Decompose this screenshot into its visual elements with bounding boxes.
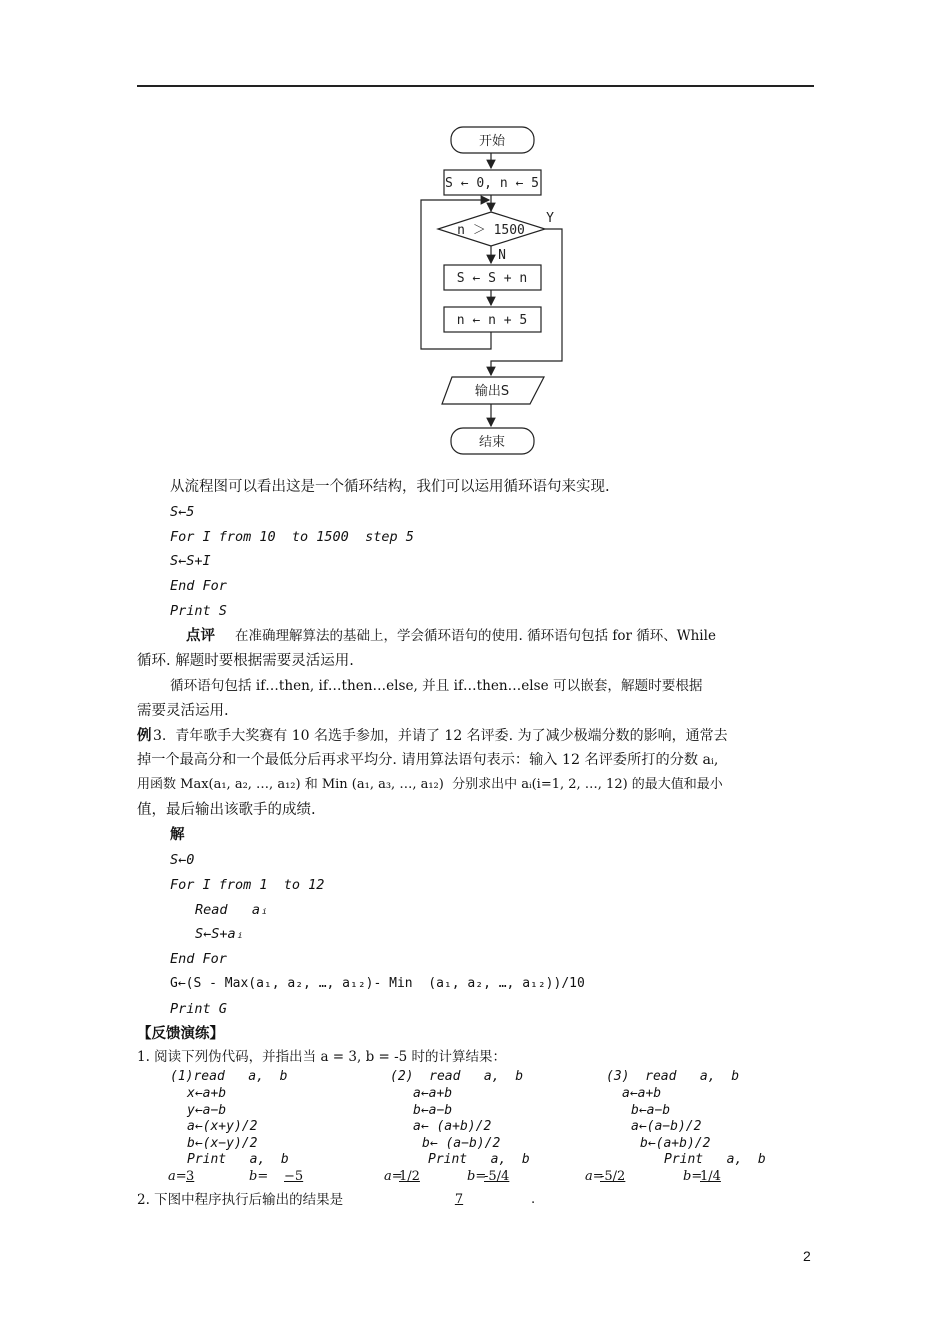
code2-line: S←S+aᵢ: [195, 926, 244, 942]
flow-yes-label: Y: [546, 211, 554, 226]
question-2: 2. 下图中程序执行后输出的结果是: [137, 1192, 344, 1208]
col2-a-answer: 1/2: [399, 1169, 420, 1184]
col3-line: a←a+b: [622, 1086, 662, 1101]
code2-line: End For: [170, 951, 227, 967]
col1-a-label: a=: [168, 1169, 187, 1184]
col1-line: b←(x−y)/2: [187, 1136, 258, 1151]
col3-b-label: b=: [683, 1169, 703, 1184]
col3-line: b←(a+b)/2: [640, 1136, 711, 1151]
col3-line: a←(a−b)/2: [631, 1119, 702, 1134]
col1-line: (1)read a, b: [170, 1069, 288, 1084]
col2-line: (2) read a, b: [390, 1069, 524, 1084]
intro-text: 从流程图可以看出这是一个循环结构，我们可以运用循环语句来实现.: [170, 479, 610, 495]
solution-label: 解: [170, 826, 185, 843]
code1-line: For I from 10 to 1500 step 5: [170, 529, 414, 545]
example-text: 用函数 Max(a₁, a₂, …, a₁₂) 和 Min (a₁, a₃, …, a₁₂) 分别求出中 aᵢ(i=1, 2, …, 12) 的最大值和最小: [137, 777, 723, 792]
col3-line: Print a, b: [664, 1152, 766, 1167]
flowchart: [400, 118, 580, 463]
code2-line: For I from 1 to 12: [170, 877, 325, 893]
comment-label: 点评: [186, 627, 215, 644]
col3-a-answer: -5/2: [600, 1169, 626, 1184]
flow-start-label: 开始: [478, 134, 506, 149]
example-label: 例: [137, 727, 152, 744]
comment-text: 需要灵活运用.: [137, 703, 229, 719]
example-text: 值，最后输出该歌手的成绩.: [137, 802, 316, 818]
flow-no-label: N: [498, 248, 506, 263]
example-text: 掉一个最高分和一个最低分后再求平均分. 请用算法语句表示：输入 12 名评委所打的分数 aᵢ,: [137, 752, 719, 768]
flow-condition-label: n ＞ 1500: [457, 223, 525, 238]
col1-b-answer: −5: [284, 1169, 304, 1184]
flow-step1-label: S ← S + n: [456, 271, 528, 286]
col3-a-label: a=: [585, 1169, 604, 1184]
comment-text: 循环语句包括 if…then, if…then…else, 并且 if…then…else 可以嵌套，解题时要根据: [170, 678, 703, 694]
code2-line: S←0: [170, 852, 195, 868]
col3-line: b←a−b: [631, 1103, 671, 1118]
col3-line: (3) read a, b: [606, 1069, 740, 1084]
code1-line: End For: [170, 578, 227, 594]
col1-line: x←a+b: [187, 1086, 227, 1101]
question-2-answer: 7: [454, 1192, 464, 1207]
flow-output-label: 输出S: [474, 384, 510, 399]
comment-text: 循环. 解题时要根据需要灵活运用.: [137, 653, 354, 669]
feedback-title: 【反馈演练】: [137, 1025, 224, 1042]
code2-line: Read aᵢ: [195, 902, 269, 918]
col2-b-label: b=: [467, 1169, 487, 1184]
question-1: 1. 阅读下列伪代码，并指出当 a = 3, b = -5 时的计算结果：: [137, 1049, 507, 1065]
header-rule: [137, 85, 814, 87]
flow-init-label: S ← 0, n ← 5: [445, 176, 539, 191]
col1-line: a←(x+y)/2: [187, 1119, 258, 1134]
col2-line: a← (a+b)/2: [413, 1119, 492, 1134]
code1-line: S←5: [170, 504, 195, 520]
example-text: 3. 青年歌手大奖赛有 10 名选手参加，并请了 12 名评委. 为了减少极端分数的影响，通常去: [153, 728, 728, 744]
col1-line: Print a, b: [187, 1152, 289, 1167]
col1-line: y←a−b: [187, 1103, 227, 1118]
col1-a-answer: 3: [186, 1169, 195, 1184]
page-number: 2: [803, 1248, 811, 1264]
col1-b-label: b=: [249, 1169, 269, 1184]
col2-line: Print a, b: [428, 1152, 530, 1167]
col2-b-answer: -5/4: [484, 1169, 510, 1184]
code2-line: G←(S - Max(a₁, a₂, …, a₁₂)- Min (a₁, a₂, …, a₁₂))/10: [170, 976, 585, 991]
code2-line: Print G: [170, 1001, 227, 1017]
flow-step2-label: n ← n + 5: [456, 313, 528, 328]
code1-line: Print S: [170, 603, 227, 619]
col3-b-answer: 1/4: [700, 1169, 721, 1184]
col2-line: b←a−b: [413, 1103, 453, 1118]
col2-line: a←a+b: [413, 1086, 453, 1101]
col2-line: b← (a−b)/2: [422, 1136, 501, 1151]
question-2-period: .: [531, 1192, 536, 1207]
code1-line: S←S+I: [170, 553, 211, 569]
col2-a-label: a=: [384, 1169, 403, 1184]
flow-end-label: 结束: [478, 435, 506, 450]
comment-text: 在准确理解算法的基础上，学会循环语句的使用. 循环语句包括 for 循环、While: [235, 628, 716, 644]
